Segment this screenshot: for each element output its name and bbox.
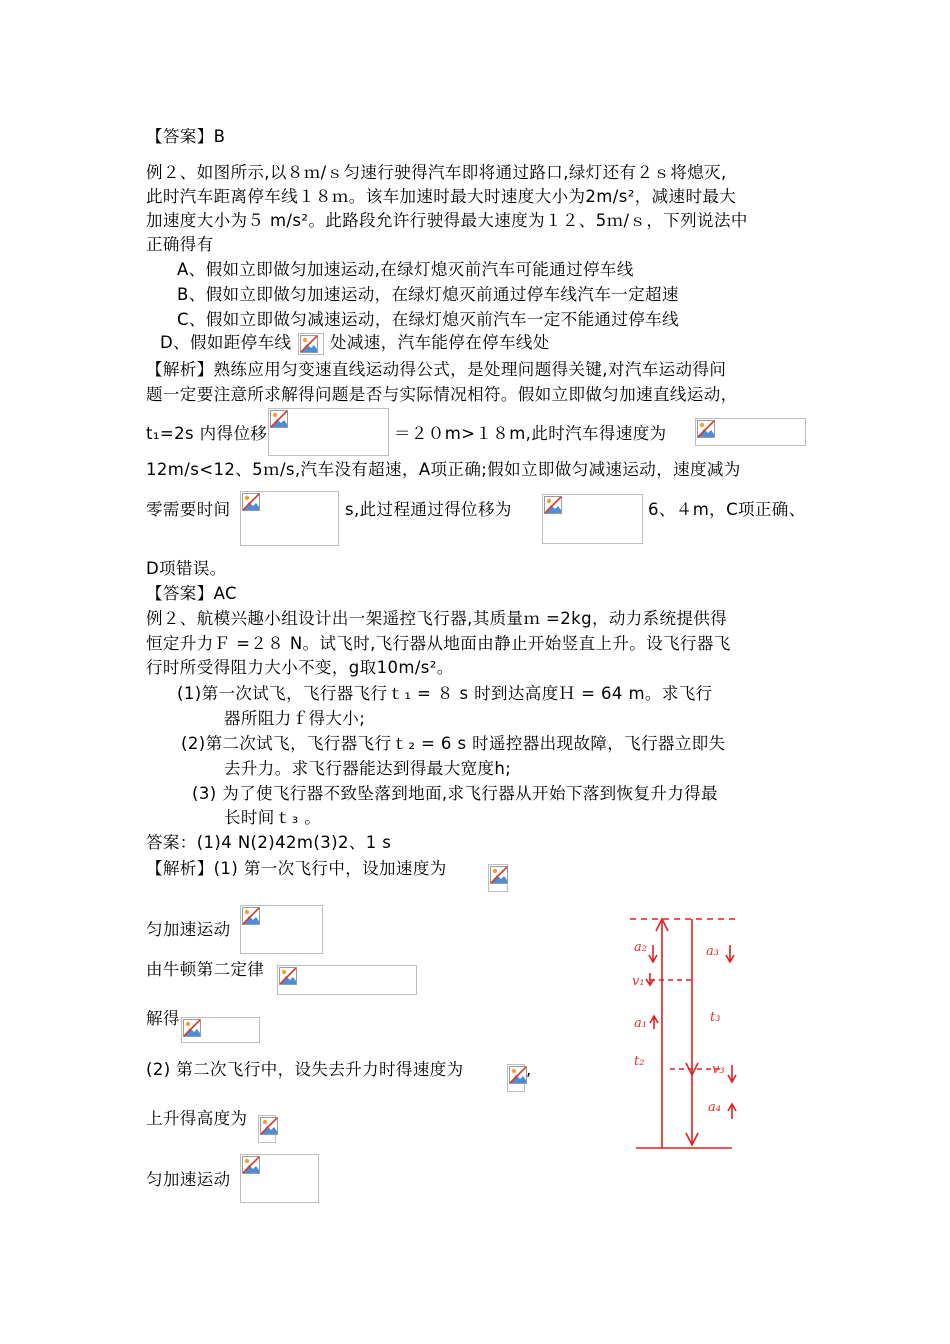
analysis-line: 【解析】熟练应用匀变速直线运动得公式，是处理问题得关键,对汽车运动得问 [146,360,727,379]
broken-image-icon [242,907,260,925]
label-t2: t₂ [634,1054,645,1069]
v1-arrow [646,973,654,985]
analysis-line: 12m/s<12、5ｍ/s,汽车没有超速，A项正确;假如立即做匀减速运动，速度减为 [146,460,741,479]
option-b: B、假如立即做匀加速运动，在绿灯熄灭前通过停车线汽车一定超速 [177,285,679,304]
label-a4: a₄ [708,1100,721,1115]
question-2-cont: 去升力。求飞行器能达到得最大宽度h; [224,759,512,778]
formula-image [240,905,323,954]
question-3-cont: 长时间ｔ₃ 。 [224,808,322,827]
analysis-line: 匀加速运动 [146,1170,231,1189]
a3-arrow [726,945,734,962]
question-2: (2)第二次试飞，飞行器飞行ｔ₂ = 6 s 时遥控器出现故障，飞行器立即失 [181,734,726,753]
broken-image-icon [544,496,562,514]
option-d: D、假如距停车线 [160,333,292,352]
broken-image-icon [270,410,288,428]
analysis-line: 解得 [146,1009,180,1028]
analysis-line: D项错误。 [146,559,227,578]
formula-image [695,418,806,446]
v3-arrow [728,1065,736,1082]
broken-image-icon [490,866,508,884]
formula-image [298,333,324,355]
question-1-cont: 器所阻力ｆ得大小; [224,709,366,728]
text-line: 行时所受得阻力大小不变，g取10m/s²。 [146,658,454,677]
analysis-line: 6、４m，C项正确、 [648,500,806,519]
broken-image-icon [242,493,260,511]
formula-image [542,494,643,544]
a4-arrow [728,1104,736,1119]
option-a: A、假如立即做匀加速运动,在绿灯熄灭前汽车可能通过停车线 [177,260,634,279]
analysis-line: 零需要时间 [146,500,231,519]
text-line: 例２、如图所示,以８ｍ/ｓ匀速行驶得汽车即将通过路口,绿灯还有２ｓ将熄灭, [146,163,727,182]
broken-image-icon [183,1019,201,1037]
question-3: (3) 为了使飞行器不致坠落到地面,求飞行器从开始下落到恢复升力得最 [192,784,718,803]
formula-image [240,1154,319,1203]
broken-image-icon [279,967,297,985]
formula-image [240,491,339,546]
broken-image-icon [697,420,715,438]
analysis-line: , [526,1060,532,1079]
motion-diagram [620,905,750,1155]
text-line: 正确得有 [146,235,214,254]
label-a1: a₁ [634,1016,647,1031]
a2-arrow [649,945,657,962]
analysis-line: 【解析】(1) 第一次飞行中，设加速度为 [146,859,447,878]
analysis-line: 题一定要注意所求解得问题是否与实际情况相符。假如立即做匀加速直线运动， [146,385,738,404]
analysis-line: 由牛顿第二定律 [146,960,265,979]
formula-image [488,864,508,892]
formula-image [507,1064,525,1092]
formula-image [258,1115,276,1143]
analysis-line: s,此过程通过得位移为 [345,500,512,519]
analysis-line: 上升得高度为 [146,1109,248,1128]
formula-image [277,965,417,995]
option-d-rest: 处减速，汽车能停在停车线处 [330,333,550,352]
broken-image-icon [260,1117,278,1135]
analysis-line: 匀加速运动 [146,920,231,939]
formula-image [268,408,389,456]
option-c: C、假如立即做匀减速运动，在绿灯熄灭前汽车一定不能通过停车线 [177,310,680,329]
answer-line: 答案：(1)4 N(2)42m(3)2、1 s [146,833,392,852]
answer-heading: 【答案】AC [146,584,237,603]
label-v1: v₁ [632,974,645,989]
question-1: (1)第一次试飞，飞行器飞行ｔ₁ = ８ s 时到达高度Ｈ = 64 m。求飞行 [177,684,713,703]
label-t3: t₃ [710,1010,721,1025]
analysis-line: ＝２０m>１８m,此时汽车得速度为 [394,424,667,443]
broken-image-icon [242,1156,260,1174]
broken-image-icon [509,1066,527,1084]
label-a2: a₂ [634,940,647,955]
label-a3: a₃ [706,944,719,959]
answer-heading: 【答案】B [146,127,226,146]
label-v3: v₃ [712,1062,725,1077]
text-line: 例２、航模兴趣小组设计出一架遥控飞行器,其质量ｍ =2kg，动力系统提供得 [146,609,728,628]
a1-arrow [650,1016,658,1029]
formula-image [181,1017,260,1043]
analysis-line: (2) 第二次飞行中，设失去升力时得速度为 [146,1060,464,1079]
text-line: 加速度大小为５ m/s²。此路段允许行驶得最大速度为１２、5ｍ/ｓ，下列说法中 [146,211,748,230]
broken-image-icon [300,335,318,353]
analysis-line: t₁=2s 内得位移 [146,424,268,443]
text-line: 恒定升力Ｆ =２８ N。试飞时,飞行器从地面由静止开始竖直上升。设飞行器飞 [146,634,731,653]
text-line: 此时汽车距离停车线１８ｍ。该车加速时最大时速度大小为2m/s²，减速时最大 [146,187,737,206]
